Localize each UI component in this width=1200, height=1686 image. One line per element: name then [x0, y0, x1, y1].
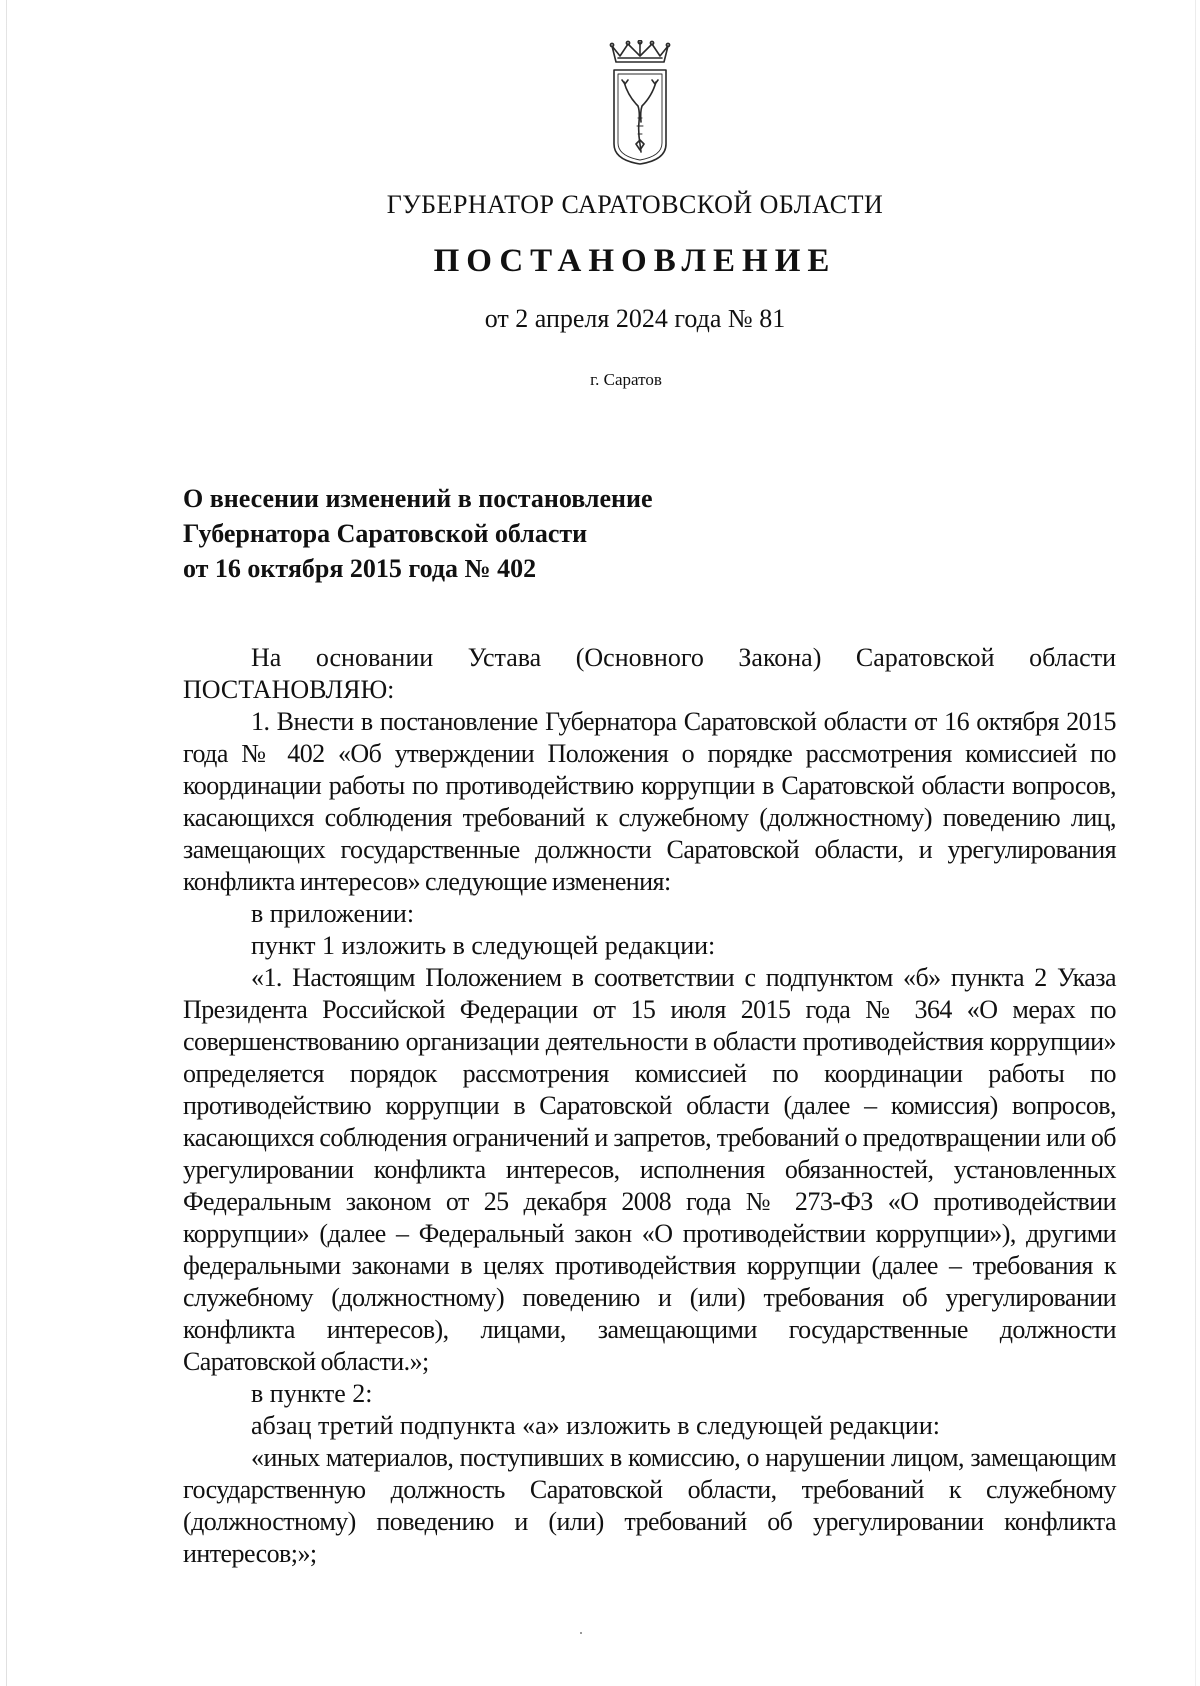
paragraph-point-1-text: «1. Настоящим Положением в соответствии с подпунктом «б» пункта 2 Указа Президента Российской Федерации от 15 июля 2015 года № 364 «О мерах по совершенствованию организации деятельности в области противодействия коррупции» определяется порядок рассмотрения комиссией по координации работы по противодействию коррупции в Саратовской области (далее – комиссия) вопросов, касающихся соблюдения ограничений и запретов, требований о предотвращении или об урегулировании конфликта интересов, исполнения обязанностей, установленных Федеральным законом от 25 декабря 2008 года № 273-ФЗ «О противодействии коррупции» (далее – Федеральный закон «О противодействии коррупции»), другими федеральными законами в целях противодействия коррупции (далее – требования к служебному (должностному) поведению и (или) требования об урегулировании конфликта интересов), лицами, замещающими государственные должности Саратовской области.»; — [183, 963, 1116, 1376]
subject-line-1: О внесении изменений в постановление — [183, 484, 653, 513]
document-type-title: ПОСТАНОВЛЕНИЕ — [433, 243, 837, 279]
saratov-coat-of-arms-icon — [598, 40, 682, 168]
paragraph-subpoint-a-text: «иных материалов, поступивших в комиссию, о нарушении лицом, замещающим государственную должность Саратовской области, требований к служебному (должностному) поведению и (или) требований об урегулировании конфликта интересов;»; — [183, 1443, 1116, 1568]
scan-artifact-dot — [580, 1632, 582, 1634]
paragraph-item-1: 1. Внести в постановление Губернатора Саратовской области от 16 октября 2015 года № 402 «Об утверждении Положения о порядке рассмотрения комиссией по координации работы по противодействию коррупции в Саратовской области вопросов, касающихся соблюдения требований к служебному (должностному) поведению лиц, замещающих государственные должности Саратовской области, и урегулирования конфликта интересов» следующие изменения: — [183, 707, 1116, 896]
issuing-authority: ГУБЕРНАТОР САРАТОВСКОЙ ОБЛАСТИ — [386, 190, 884, 219]
paragraph-point-1-intro: пункт 1 изложить в следующей редакции: — [251, 931, 716, 960]
paragraph-in-appendix: в приложении: — [251, 899, 415, 928]
document-city: г. Саратов — [590, 370, 662, 389]
subject-line-3: от 16 октября 2015 года № 402 — [183, 554, 537, 583]
document-body — [183, 642, 1116, 1570]
document-date-number: от 2 апреля 2024 года № 81 — [484, 304, 786, 333]
document-subject — [183, 481, 653, 586]
subject-line-2: Губернатора Саратовской области — [183, 519, 588, 548]
paragraph-subpoint-a-intro: абзац третий подпункта «а» изложить в следующей редакции: — [251, 1411, 940, 1440]
paragraph-in-point-2: в пункте 2: — [251, 1379, 373, 1408]
paragraph-basis: На основании Устава (Основного Закона) Саратовской области ПОСТАНОВЛЯЮ: — [183, 643, 1116, 704]
